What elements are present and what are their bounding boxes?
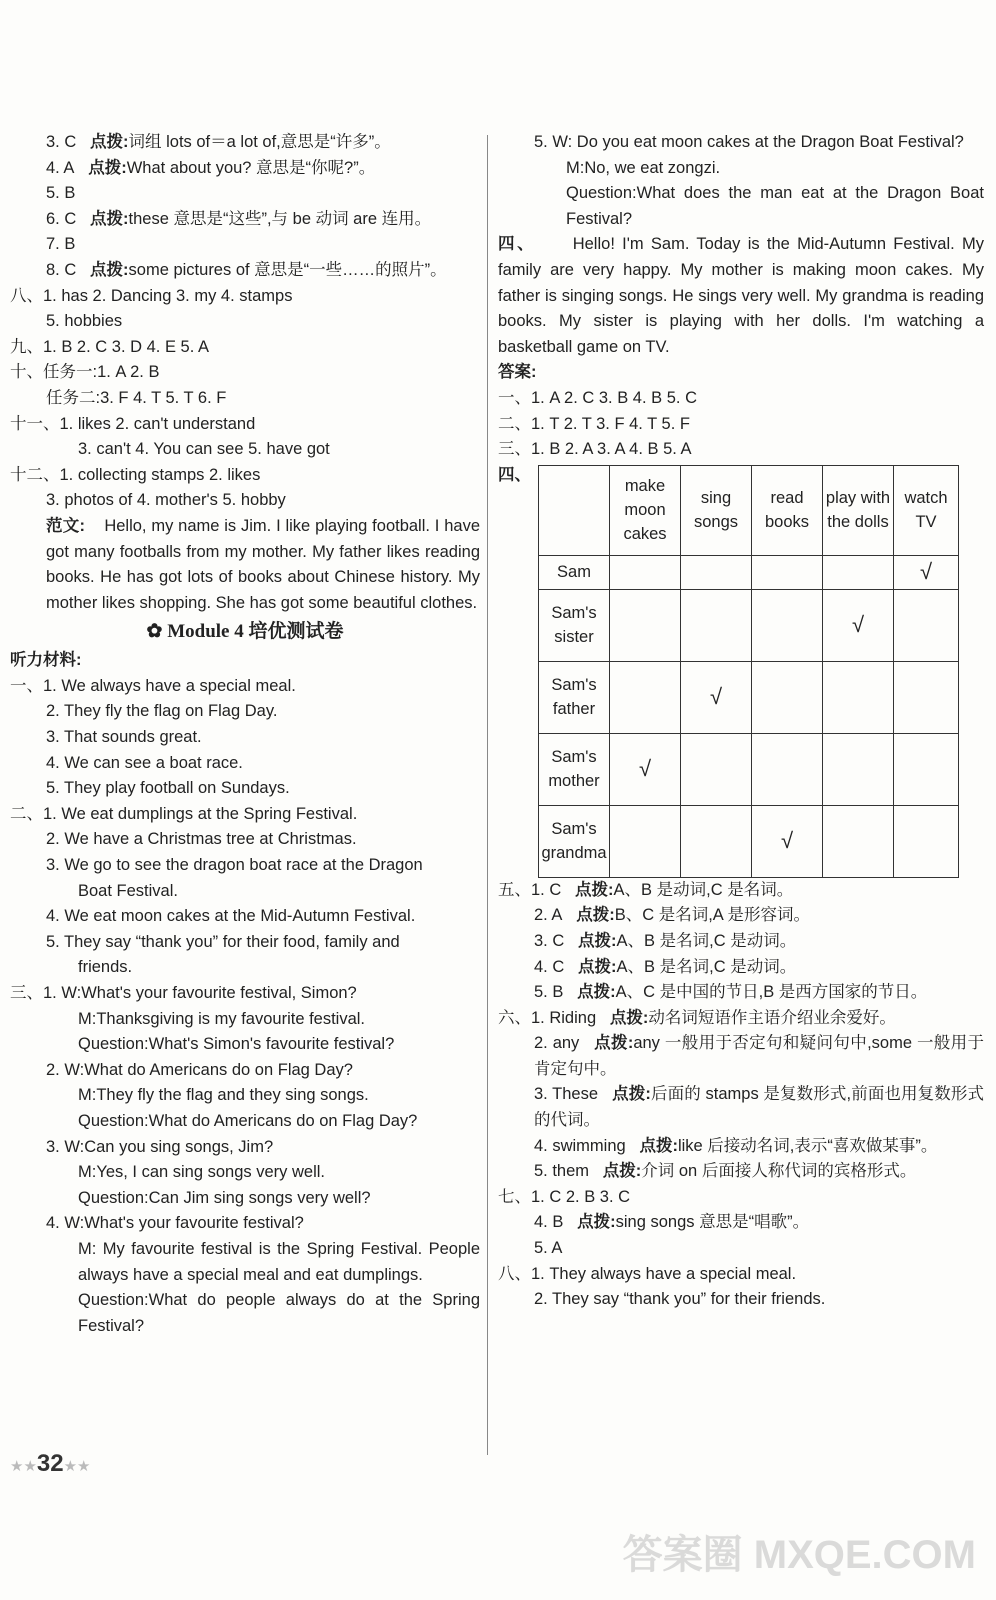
- item-number: 3. These: [534, 1085, 599, 1104]
- answer-line: 2. They say “thank you” for their friends.: [534, 1290, 826, 1309]
- tip-text: sing songs 意思是“唱歌”。: [615, 1213, 810, 1232]
- tip-text: A、B 是名词,C 是动词。: [616, 931, 797, 950]
- tip-text: B、C 是名词,A 是形容词。: [614, 906, 810, 925]
- page-number-text: 32: [36, 1450, 64, 1477]
- listening-line: 4. We eat moon cakes at the Mid-Autumn Festival.: [46, 907, 416, 926]
- item-number: 2. any: [534, 1034, 580, 1053]
- section-label: 四、: [498, 235, 537, 254]
- tip-text: A、B 是名词,C 是动词。: [616, 957, 797, 976]
- item-number: 五、1. C: [498, 880, 562, 899]
- section-9-line: 九、1. B 2. C 3. D 4. E 5. A: [10, 337, 209, 356]
- tip-text: 词组 lots of＝a lot of,意思是“许多”。: [128, 133, 391, 151]
- passage-text: Hello! I'm Sam. Today is the Mid-Autumn Festival. My family are very happy. My mother is making moon cakes. My father is singing songs. He sings very well. My grandma is reading books. My sister is playing with her dolls. I'm watching a basketball game on TV.: [498, 235, 984, 356]
- right-column: [498, 130, 984, 1313]
- table-row: [539, 805, 959, 877]
- section-10-line: 十、任务一:1. A 2. B: [10, 363, 160, 382]
- tip-label: 点拨:: [90, 260, 129, 279]
- check-mark: √: [823, 589, 894, 661]
- listening-line: 5. They play football on Sundays.: [46, 779, 290, 798]
- answer-line: [498, 1134, 984, 1160]
- answer-line: [10, 181, 480, 207]
- tip-label: 点拨:: [577, 983, 616, 1002]
- tip-text: 动名词短语作主语介绍业余爱好。: [648, 1008, 896, 1027]
- tip-label: 点拨:: [612, 1085, 651, 1104]
- tip-text: A、B 是动词,C 是名词。: [613, 880, 794, 899]
- tip-text: some pictures of 意思是“一些……的照片”。: [128, 260, 447, 279]
- listening-line: 4. We can see a boat race.: [46, 753, 243, 772]
- item-number: 4. A: [46, 158, 75, 177]
- item-number: 8. C: [46, 260, 77, 279]
- dialog-question: Question:What does the man eat at the Dragon Boat Festival?: [566, 184, 984, 228]
- dialog-w: [10, 1211, 480, 1237]
- item-number: 4. B: [534, 1213, 564, 1232]
- essay-label: 范文:: [46, 516, 85, 535]
- dialog-m: M:No, we eat zongzi.: [566, 158, 721, 177]
- table-row: [539, 661, 959, 733]
- star-icon: ★★: [10, 1458, 37, 1475]
- listening-line: 一、1. We always have a special meal.: [10, 676, 296, 695]
- check-mark: √: [894, 555, 959, 589]
- item-number: 2. A: [534, 906, 563, 925]
- dialog-w: [10, 1058, 480, 1084]
- answer-line: [498, 878, 984, 904]
- table-corner: [539, 465, 610, 555]
- left-column: [10, 130, 480, 1339]
- row-label: Sam's father: [539, 661, 610, 733]
- dialog-question: Question:Can Jim sing songs very well?: [78, 1188, 371, 1207]
- answer-line: 七、1. C 2. B 3. C: [498, 1187, 631, 1206]
- item-number: 4. swimming: [534, 1136, 626, 1155]
- table-header: make moon cakes: [610, 465, 681, 555]
- tip-label: 点拨:: [578, 957, 617, 976]
- tip-text: 后面的 stamps 是复数形式,前面也用复数形式的代词。: [534, 1085, 985, 1130]
- listening-line: 5. They say “thank you” for their food, family and: [46, 932, 400, 951]
- answer-line: [498, 955, 984, 981]
- paw-icon: ✿: [146, 621, 163, 643]
- item-number: 6. C: [46, 209, 77, 228]
- dialog-w: 5. W: Do you eat moon cakes at the Dragon Boat Festival?: [534, 133, 964, 151]
- tip-label: 点拨:: [602, 1162, 642, 1181]
- answer-line: 7. B: [46, 235, 76, 254]
- section-10-line: 任务二:3. F 4. T 5. T 6. F: [46, 388, 227, 407]
- answer-line: [498, 1031, 984, 1082]
- answer-line: [10, 207, 480, 233]
- answer-line: [498, 1210, 984, 1236]
- section-12-line: 十二、1. collecting stamps 2. likes: [10, 465, 261, 484]
- item-number: 六、1. Riding: [498, 1008, 597, 1027]
- section-11-line: 3. can't 4. You can see 5. have got: [78, 440, 330, 459]
- tip-label: 点拨:: [575, 880, 614, 899]
- tip-text: these 意思是“这些”,与 be 动词 are 连用。: [128, 209, 432, 228]
- check-mark: √: [681, 661, 752, 733]
- answer-line: 5. A: [534, 1239, 563, 1258]
- answer-line: [498, 1159, 984, 1185]
- star-icon: ★★: [63, 1458, 91, 1475]
- row-label: Sam's mother: [539, 733, 610, 805]
- row-label: Sam: [539, 555, 610, 589]
- table-header-row: [539, 465, 959, 555]
- dialog-m: M:Yes, I can sing songs very well.: [78, 1163, 326, 1182]
- dialog-text: W:What do Americans do on Flag Day?: [64, 1060, 353, 1079]
- section-label: 四、: [498, 465, 531, 484]
- module-title: [10, 616, 480, 648]
- table-header: watch TV: [894, 465, 959, 555]
- tip-label: 点拨:: [609, 1008, 649, 1027]
- section-11-line: 十一、1. likes 2. can't understand: [10, 414, 256, 433]
- listening-line: 3. We go to see the dragon boat race at the Dragon: [46, 856, 423, 875]
- dialog-w: [10, 981, 480, 1007]
- activity-table: [538, 465, 959, 878]
- table-block: [498, 463, 984, 878]
- essay-text: Hello, my name is Jim. I like playing football. I have got many footballs from my mother. My father likes reading books. He has got lots of books about Chinese history. My mother likes shopping. She has got some beautiful clothes.: [46, 516, 480, 612]
- item-number: 3. C: [46, 133, 77, 151]
- listening-line: 3. That sounds great.: [46, 728, 202, 747]
- listening-line: 2. They fly the flag on Flag Day.: [46, 702, 278, 721]
- tip-text: What about you? 意思是“你呢?”。: [126, 158, 376, 177]
- dialog-m: M:They fly the flag and they sing songs.: [78, 1086, 369, 1105]
- check-mark: √: [610, 733, 681, 805]
- tip-label: 点拨:: [88, 158, 127, 177]
- answer-line: [10, 130, 480, 156]
- listening-line: friends.: [78, 958, 133, 977]
- dialog-text: W:What's your favourite festival?: [64, 1214, 304, 1233]
- answer-line: 三、1. B 2. A 3. A 4. B 5. A: [498, 440, 692, 459]
- check-mark: √: [752, 805, 823, 877]
- answer-line: 八、1. They always have a special meal.: [498, 1264, 797, 1283]
- answer-line: [498, 903, 984, 929]
- section-12-line: 3. photos of 4. mother's 5. hobby: [46, 491, 286, 510]
- module-title-text: Module 4 培优测试卷: [167, 621, 344, 643]
- item-number: 5. them: [534, 1162, 590, 1181]
- tip-text: A、C 是中国的节日,B 是西方国家的节日。: [615, 983, 928, 1002]
- column-divider: [487, 135, 488, 1455]
- answer-line: [10, 258, 480, 284]
- dialog-question: Question:What do people always do at the Spring Festival?: [78, 1291, 480, 1335]
- model-essay: [10, 514, 480, 616]
- tip-label: 点拨:: [577, 1213, 616, 1232]
- table-header: read books: [752, 465, 823, 555]
- tip-label: 点拨:: [594, 1034, 634, 1053]
- item-number: 3.: [46, 1137, 60, 1156]
- answer-line: [10, 156, 480, 182]
- item-number: 5. B: [534, 983, 564, 1002]
- tip-label: 点拨:: [576, 906, 615, 925]
- item-number: 5. B: [46, 184, 76, 203]
- listening-line: 2. We have a Christmas tree at Christmas.: [46, 830, 357, 849]
- answer-line: [498, 1006, 984, 1032]
- dialog-question: Question:What's Simon's favourite festival?: [78, 1035, 395, 1054]
- listening-label: 听力材料:: [10, 651, 82, 670]
- answers-label: 答案:: [498, 363, 537, 382]
- dialog-m: M: My favourite festival is the Spring Festival. People always have a special meal and eat dumplings.: [78, 1239, 480, 1284]
- reading-passage: [498, 232, 984, 360]
- tip-label: 点拨:: [90, 133, 129, 151]
- listening-line: Boat Festival.: [78, 881, 178, 900]
- item-number: 2.: [46, 1060, 60, 1079]
- dialog-question: Question:What do Americans do on Flag Day?: [78, 1111, 418, 1130]
- table-row: [539, 589, 959, 661]
- answer-line: [498, 980, 984, 1006]
- item-number: 4. C: [534, 957, 565, 976]
- table-row: [539, 733, 959, 805]
- tip-text: any 一般用于否定句和疑问句中,some 一般用于肯定句中。: [534, 1034, 984, 1078]
- table-header: sing songs: [681, 465, 752, 555]
- page-number: [10, 1450, 91, 1478]
- section-8-line: 八、1. has 2. Dancing 3. my 4. stamps: [10, 286, 293, 305]
- answer-line: [498, 929, 984, 955]
- dialog-text: W:What's your favourite festival, Simon?: [61, 984, 357, 1002]
- row-label: Sam's sister: [539, 589, 610, 661]
- tip-text: like 后接动名词,表示“喜欢做某事”。: [677, 1136, 938, 1155]
- item-number: 4.: [46, 1214, 60, 1233]
- answer-line: 一、1. A 2. C 3. B 4. B 5. C: [498, 388, 697, 407]
- row-label: Sam's grandma: [539, 805, 610, 877]
- watermark: 答案圈 MXQE.COM: [622, 1533, 976, 1577]
- tip-label: 点拨:: [90, 209, 129, 228]
- tip-text: 介词 on 后面接人称代词的宾格形式。: [641, 1162, 917, 1181]
- tip-label: 点拨:: [639, 1136, 678, 1155]
- table-header: play with the dolls: [823, 465, 894, 555]
- listening-line: 二、1. We eat dumplings at the Spring Festival.: [10, 804, 358, 823]
- section-8-line: 5. hobbies: [46, 312, 123, 331]
- item-number: 三、1.: [10, 984, 57, 1002]
- item-number: 3. C: [534, 931, 565, 950]
- tip-label: 点拨:: [578, 931, 617, 950]
- dialog-text: W:Can you sing songs, Jim?: [64, 1137, 274, 1156]
- table-row: [539, 555, 959, 589]
- dialog-m: M:Thanksgiving is my favourite festival.: [78, 1009, 366, 1028]
- answer-line: 二、1. T 2. T 3. F 4. T 5. F: [498, 414, 690, 433]
- answer-line: [498, 1082, 984, 1133]
- dialog-w: [10, 1135, 480, 1161]
